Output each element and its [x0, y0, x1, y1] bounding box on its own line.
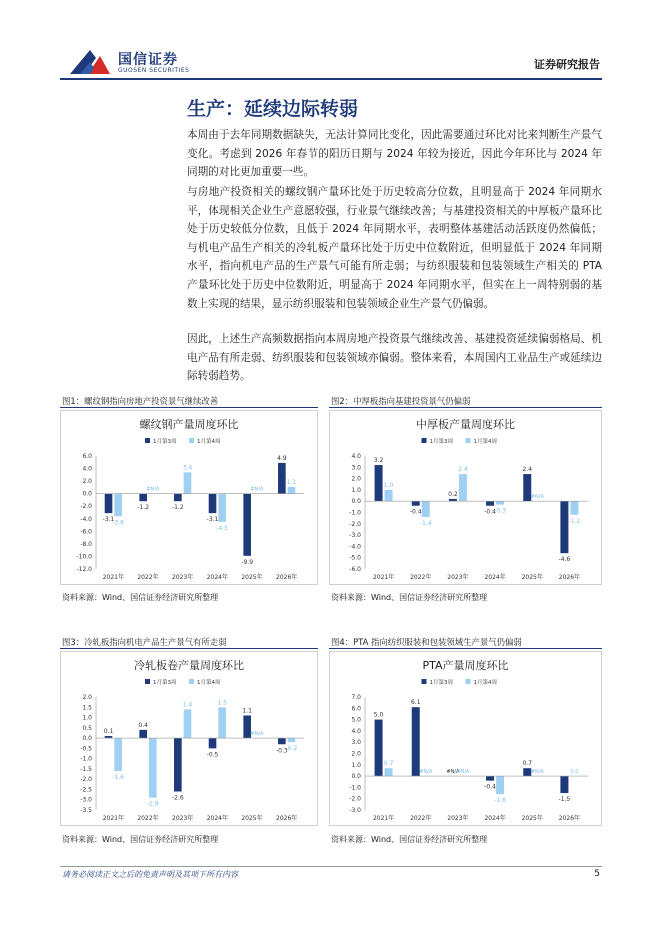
- bar-week4: [184, 472, 192, 493]
- bar-week4: [218, 494, 226, 522]
- figure-3-source: 资料来源：Wind、国信证券经济研究所整理: [62, 835, 219, 844]
- figure-1-source: 资料来源：Wind、国信证券经济研究所整理: [62, 593, 219, 602]
- legend-label: 1月第4周: [197, 680, 221, 686]
- data-label: -1.6: [494, 797, 506, 805]
- y-tick-label: -3.0: [349, 807, 361, 814]
- data-label: -2.6: [171, 794, 184, 802]
- figure-1-caption: 图1：螺纹钢指向房地产投资景气继续改善: [62, 396, 219, 406]
- y-tick-label: -1.0: [349, 784, 361, 792]
- header-divider: [60, 78, 602, 80]
- data-label: -0.3: [494, 507, 506, 515]
- figure-4-caption: 图4：PTA 指向纺织服装和包装领域生产景气仍偏弱: [331, 637, 522, 647]
- x-tick-label: 2024年: [484, 574, 506, 581]
- data-label: 1.4: [182, 701, 193, 709]
- figure-1-rule: [60, 407, 318, 408]
- bar-week4: [496, 501, 504, 504]
- data-label: #N/A: [250, 486, 264, 493]
- y-tick-label: -10.0: [76, 553, 92, 561]
- chart-title: 中厚板产量周度环比: [416, 418, 515, 431]
- chart-title: 冷轧板卷产量周度环比: [134, 659, 244, 672]
- y-tick-label: 3.0: [351, 739, 361, 747]
- data-label: 1.1: [286, 478, 297, 486]
- bar-week3: [105, 736, 113, 738]
- data-label: -0.4: [484, 508, 496, 516]
- data-label: 0.7: [522, 760, 533, 768]
- paragraph-3: 因此，上述生产高频数据指向本周房地产投资景气继续改善、基建投资延续偏弱格局、机电产品有所走弱、纺织服装和包装领域亦偏弱。整体来看，本周国内工业品生产或延续边际转弱趋势。: [187, 333, 602, 383]
- y-tick-label: -1.5: [80, 765, 92, 773]
- paragraph-2: 与房地产投资相关的螺纹钢产量环比处于历史较高分位数，且明显高于 2024 年同期水平，体现相关企业生产意愿较强，行业景气继续改善；与基建投资相关的中厚板产量环比处于历史较低分位数，且低于 2024 年同期水平，表明整体基建活动活跃度仍然偏低；与机电产品生产相关的冷轧板产量环比处于历史中位数附近，但明显低于 2024 年同期水平，指向机电产品的生产景气可能有所走弱；与纺织服装和包装领域生产相关的 PTA 产量环比处于历史中位数附近，明显高于 2024 年同期水平，但实在上一周特别弱的基数上实现的结果，显示纺织服装和包装领域企业生产景气仍偏弱。: [187, 186, 602, 310]
- y-tick-label: -0.5: [80, 745, 92, 753]
- figure-4-source: 资料来源：Wind、国信证券经济研究所整理: [331, 835, 488, 844]
- y-tick-label: -12.0: [76, 566, 92, 573]
- data-label: -0.4: [409, 508, 422, 516]
- x-tick-label: 2022年: [137, 574, 159, 581]
- y-tick-label: -4.0: [349, 543, 361, 551]
- paragraph-1: 本周由于去年同期数据缺失，无法计算同比变化，因此需要通过环比对比来判断生产景气变化。考虑到 2026 年春节的阳历日期与 2024 年较为接近，因此今年环比与 2024 年同期的对比更加重要一些。: [187, 129, 602, 179]
- bar-week3: [278, 738, 286, 744]
- data-label: 1.5: [217, 699, 227, 707]
- legend-label: 1月第4周: [197, 439, 221, 445]
- y-tick-label: -2.0: [349, 795, 361, 803]
- legend-swatch: [422, 679, 427, 684]
- x-tick-label: 2024年: [206, 815, 228, 822]
- bar-week3: [174, 494, 182, 502]
- bar-week3: [209, 738, 217, 748]
- data-label: -4.6: [558, 556, 571, 564]
- data-label: -0.5: [206, 751, 219, 759]
- figure-4-rule: [329, 648, 602, 649]
- y-tick-label: -1.0: [349, 509, 361, 517]
- y-tick-label: 1.5: [82, 704, 92, 712]
- figure-2-rule: [329, 407, 602, 408]
- data-label: -3.6: [112, 519, 125, 527]
- data-label: 2.4: [458, 466, 468, 474]
- section-title: 生产：延续边际转弱: [187, 98, 359, 120]
- y-tick-label: -2.5: [80, 786, 92, 794]
- bar-week4: [184, 709, 192, 738]
- x-tick-label: 2023年: [172, 815, 194, 822]
- y-tick-label: -2.0: [80, 776, 92, 784]
- y-tick-label: 4.0: [82, 465, 92, 473]
- x-tick-label: 2026年: [276, 815, 298, 822]
- data-label: #N/A: [456, 769, 470, 776]
- data-label: -1.6: [112, 773, 125, 781]
- bar-week3: [412, 501, 420, 506]
- data-label: 5.0: [373, 711, 384, 719]
- data-label: -3.1: [206, 516, 219, 524]
- x-tick-label: 2026年: [558, 815, 581, 822]
- guosen-logo-icon: [68, 46, 112, 76]
- bar-week3: [209, 494, 217, 513]
- brand-name-en: GUOSEN SECURITIES: [118, 67, 190, 74]
- x-tick-label: 2025年: [241, 574, 263, 581]
- x-tick-label: 2023年: [447, 815, 469, 822]
- data-label: 0.4: [138, 721, 148, 729]
- y-tick-label: 0.0: [351, 773, 361, 781]
- y-tick-label: 2.0: [82, 694, 92, 701]
- legend-swatch: [189, 438, 194, 443]
- bar-week3: [486, 776, 494, 781]
- x-tick-label: 2025年: [521, 815, 543, 822]
- data-label: 0.7: [383, 760, 394, 768]
- legend-label: 1月第4周: [473, 680, 497, 686]
- x-tick-label: 2023年: [447, 574, 469, 581]
- y-tick-label: 4.0: [351, 727, 361, 735]
- y-tick-label: -3.0: [349, 532, 361, 540]
- bar-week3: [139, 494, 147, 502]
- x-tick-label: 2021年: [102, 815, 124, 822]
- bar-week3: [375, 720, 383, 777]
- bar-week4: [385, 768, 393, 776]
- data-label: 3.2: [373, 457, 384, 465]
- bar-week3: [105, 494, 113, 513]
- y-tick-label: 0.5: [82, 724, 92, 732]
- data-label: -1.5: [558, 796, 571, 804]
- data-label: 1.1: [242, 707, 252, 715]
- y-tick-label: 1.0: [351, 761, 361, 769]
- data-label: #N/A: [419, 769, 433, 776]
- data-label: -1.2: [568, 517, 581, 525]
- data-label: #N/A: [446, 769, 460, 776]
- legend-swatch: [422, 438, 427, 443]
- chart-1-rebar: [60, 410, 318, 585]
- x-tick-label: 2023年: [172, 574, 194, 581]
- chart-4-pta: [329, 651, 602, 826]
- x-tick-label: 2022年: [410, 815, 432, 822]
- bar-week3: [449, 499, 457, 501]
- bar-week4: [114, 738, 122, 771]
- data-label: #N/A: [530, 494, 544, 501]
- brand-name: 国信证券: [118, 52, 178, 68]
- legend-swatch: [189, 679, 194, 684]
- chart-2-plate: [329, 410, 602, 585]
- legend-label: 1月第3周: [153, 680, 177, 686]
- bar-week3: [560, 776, 568, 793]
- x-tick-label: 2021年: [372, 815, 395, 822]
- bar-week3: [243, 494, 251, 556]
- chart-title: 螺纹钢产量周度环比: [139, 418, 239, 431]
- x-tick-label: 2024年: [206, 574, 228, 581]
- x-tick-label: 2021年: [102, 574, 124, 581]
- data-label: #N/A: [146, 486, 160, 493]
- y-tick-label: 2.0: [351, 475, 361, 483]
- data-label: -3.1: [102, 516, 115, 524]
- data-label: -0.4: [484, 783, 496, 791]
- y-tick-label: 0.0: [351, 498, 361, 506]
- data-label: -9.9: [241, 558, 254, 566]
- y-tick-label: -6.0: [349, 566, 361, 573]
- bar-week4: [149, 738, 157, 798]
- legend-swatch: [145, 679, 150, 684]
- y-tick-label: 1.0: [351, 486, 361, 494]
- figure-2-caption: 图2：中厚板指向基建投资景气仍偏弱: [331, 396, 471, 406]
- bar-week3: [486, 501, 494, 506]
- y-tick-label: 6.0: [82, 453, 92, 460]
- x-tick-label: 2025年: [241, 815, 263, 822]
- data-label: 1.0: [383, 481, 394, 489]
- data-label: 0.1: [103, 728, 114, 736]
- data-label: -0.2: [285, 745, 298, 753]
- chart-frame: [61, 411, 318, 585]
- y-tick-label: 3.0: [351, 464, 361, 472]
- y-tick-label: -6.0: [80, 528, 92, 536]
- bar-week3: [375, 465, 383, 501]
- x-tick-label: 2024年: [484, 815, 506, 822]
- y-tick-label: -4.0: [80, 515, 92, 523]
- bar-week4: [288, 738, 296, 742]
- bar-week4: [496, 776, 504, 794]
- legend-swatch: [466, 438, 471, 443]
- data-label: 6.1: [410, 699, 421, 707]
- footer-disclaimer: 请务必阅读正文之后的免责声明及其项下所有内容: [62, 870, 238, 879]
- y-tick-label: -8.0: [80, 540, 92, 548]
- y-tick-label: 0.0: [82, 490, 92, 498]
- x-tick-label: 2026年: [558, 574, 581, 581]
- figure-2-source: 资料来源：Wind、国信证券经济研究所整理: [331, 593, 488, 602]
- x-tick-label: 2021年: [372, 574, 395, 581]
- data-label: -4.5: [216, 524, 229, 532]
- bar-week3: [278, 463, 286, 494]
- legend-label: 1月第4周: [473, 439, 497, 445]
- figure-3-caption: 图3：冷轧板指向机电产品生产景气有所走弱: [62, 637, 227, 647]
- bar-week3: [560, 501, 568, 553]
- page-header: [0, 0, 662, 80]
- data-label: 3.4: [182, 464, 193, 472]
- bar-week3: [174, 738, 182, 791]
- legend-label: 1月第3周: [153, 439, 177, 445]
- page-number: 5: [594, 869, 600, 879]
- legend-swatch: [466, 679, 471, 684]
- bar-week4: [570, 501, 578, 515]
- figure-3-rule: [60, 648, 318, 649]
- data-label: #N/A: [250, 731, 264, 738]
- legend-label: 1月第3周: [429, 439, 453, 445]
- y-tick-label: -3.5: [80, 807, 92, 814]
- bar-week4: [459, 474, 467, 501]
- data-label: 4.9: [277, 454, 287, 462]
- chart-title: PTA产量周度环比: [422, 659, 509, 672]
- y-tick-label: -2.0: [80, 503, 92, 511]
- y-tick-label: 6.0: [351, 705, 361, 713]
- bar-week4: [422, 501, 430, 517]
- data-label: 2.4: [522, 466, 533, 474]
- bar-week3: [412, 707, 420, 776]
- data-label: 0.2: [448, 490, 458, 498]
- y-tick-label: -1.0: [80, 755, 92, 763]
- legend-label: 1月第3周: [429, 680, 453, 686]
- data-label: -1.2: [137, 504, 150, 512]
- x-tick-label: 2025年: [521, 574, 543, 581]
- data-label: -2.9: [146, 800, 159, 808]
- bar-week4: [114, 494, 122, 517]
- y-tick-label: 2.0: [351, 750, 361, 758]
- y-tick-label: -3.0: [80, 796, 92, 804]
- bar-week4: [218, 707, 226, 738]
- data-label: -1.2: [171, 504, 184, 512]
- data-label: 0.0: [570, 769, 579, 776]
- y-tick-label: 7.0: [351, 694, 361, 701]
- y-tick-label: 4.0: [351, 453, 361, 460]
- x-tick-label: 2022年: [137, 815, 159, 822]
- bar-week4: [385, 490, 393, 501]
- data-label: #N/A: [530, 769, 544, 776]
- y-tick-label: 2.0: [82, 478, 92, 486]
- y-tick-label: 0.0: [82, 735, 92, 743]
- footer-divider: [60, 866, 602, 867]
- chart-3-cold-rolled: [60, 651, 318, 826]
- y-tick-label: 1.0: [82, 714, 92, 722]
- document-type: 证券研究报告: [534, 58, 600, 71]
- y-tick-label: 5.0: [351, 716, 361, 724]
- bar-week4: [288, 487, 296, 494]
- data-label: -0.3: [275, 747, 288, 755]
- legend-swatch: [145, 438, 150, 443]
- y-tick-label: -2.0: [349, 520, 361, 528]
- y-tick-label: -5.0: [349, 554, 361, 562]
- x-tick-label: 2026年: [276, 574, 298, 581]
- data-label: -1.4: [419, 520, 432, 528]
- x-tick-label: 2022年: [410, 574, 432, 581]
- bar-week3: [139, 730, 147, 738]
